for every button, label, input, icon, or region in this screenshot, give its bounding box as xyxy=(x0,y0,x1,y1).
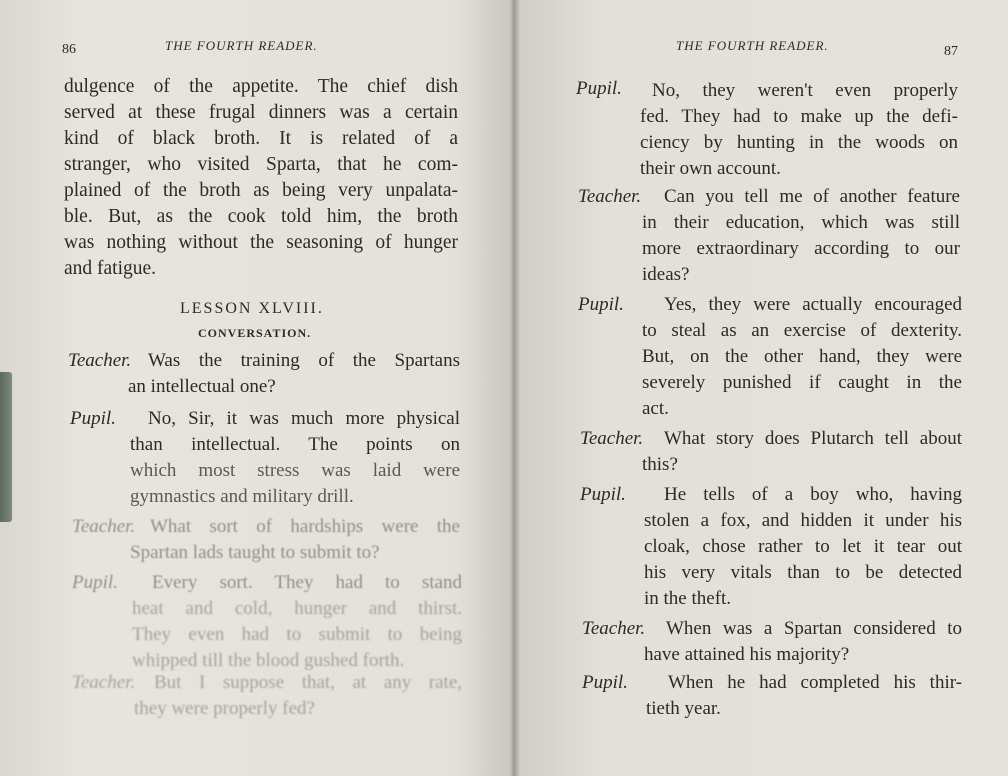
lesson-title: LESSON XLVIII. xyxy=(180,300,324,317)
paragraph-line: stranger, who visited Sparta, that he com- xyxy=(64,154,458,175)
dialogue-line: Can you tell me of another feature xyxy=(664,186,960,207)
dialogue-line: act. xyxy=(642,398,669,419)
dialogue-continuation xyxy=(642,452,962,478)
dialogue-line: Every sort. They had to stand xyxy=(152,572,462,593)
dialogue-continuation xyxy=(640,104,958,182)
speaker-label: Teacher. xyxy=(72,516,136,537)
dialogue-line: this? xyxy=(642,454,678,475)
dialogue-continuation xyxy=(130,540,460,566)
speaker-label: Teacher. xyxy=(582,618,646,639)
dialogue-text xyxy=(154,670,462,696)
dialogue-text xyxy=(666,616,962,642)
dialogue-line: No, Sir, it was much more physical xyxy=(148,408,460,429)
dialogue-text xyxy=(668,670,962,696)
dialogue-line: cloak, chose rather to let it tear out xyxy=(644,536,962,557)
dialogue-line: which most stress was laid were xyxy=(130,460,460,481)
speaker-label: Teacher. xyxy=(578,186,642,207)
dialogue-continuation xyxy=(644,508,962,612)
dialogue-continuation xyxy=(646,696,962,722)
dialogue-continuation xyxy=(128,374,460,400)
dialogue-line: They even had to submit to being xyxy=(132,624,462,645)
dialogue-line: than intellectual. The points on xyxy=(130,434,460,455)
dialogue-line: their own account. xyxy=(640,158,781,179)
dialogue-continuation xyxy=(642,318,962,422)
dialogue-text xyxy=(664,482,962,508)
dialogue-line: in the theft. xyxy=(644,588,732,609)
dialogue-line: No, they weren't even properly xyxy=(652,80,958,101)
dialogue-continuation xyxy=(130,432,460,510)
dialogue-continuation xyxy=(644,642,962,668)
dialogue-text xyxy=(148,348,460,374)
dialogue-line: whipped till the blood gushed forth. xyxy=(132,650,405,671)
speaker-label: Pupil. xyxy=(582,672,628,693)
dialogue-line: What sort of hardships were the xyxy=(150,516,460,537)
right-page-number: 87 xyxy=(944,44,958,59)
speaker-label: Pupil. xyxy=(578,294,624,315)
speaker-label: Teacher. xyxy=(580,428,644,449)
paragraph-line: dulgence of the appetite. The chief dish xyxy=(64,76,458,97)
dialogue-text xyxy=(664,426,962,452)
dialogue-line: an intellectual one? xyxy=(128,376,276,397)
speaker-label: Teacher. xyxy=(72,672,136,693)
right-running-header: THE FOURTH READER. xyxy=(676,38,829,53)
paragraph-line: and fatigue. xyxy=(64,258,157,279)
dialogue-line: they were properly fed? xyxy=(134,698,315,719)
left-page-number: 86 xyxy=(62,42,76,57)
speaker-label: Pupil. xyxy=(576,78,622,99)
paragraph-line: was nothing without the seasoning of hunger xyxy=(64,232,458,253)
dialogue-text xyxy=(152,570,462,596)
paragraph-line: kind of black broth. It is related of a xyxy=(64,128,458,149)
dialogue-text xyxy=(664,292,962,318)
dialogue-line: in their education, which was still xyxy=(642,212,960,233)
dialogue-continuation xyxy=(132,596,462,674)
dialogue-line: tieth year. xyxy=(646,698,721,719)
dialogue-line: severely punished if caught in the xyxy=(642,372,962,393)
dialogue-continuation xyxy=(134,696,462,722)
dialogue-line: Spartan lads taught to submit to? xyxy=(130,542,380,563)
dialogue-line: have attained his majority? xyxy=(644,644,850,665)
dialogue-continuation xyxy=(642,210,960,288)
dialogue-line: When he had completed his thir- xyxy=(668,672,962,693)
dialogue-line: But, on the other hand, they were xyxy=(642,346,962,367)
left-running-header: THE FOURTH READER. xyxy=(165,38,318,53)
speaker-label: Teacher. xyxy=(68,350,132,371)
paragraph-line: plained of the broth as being very unpalata- xyxy=(64,180,458,201)
dialogue-line: heat and cold, hunger and thirst. xyxy=(132,598,462,619)
dialogue-line: Yes, they were actually encouraged xyxy=(664,294,962,315)
paragraph-line: served at these frugal dinners was a certain xyxy=(64,102,458,123)
dialogue-line: Was the training of the Spartans xyxy=(148,350,460,371)
speaker-label: Pupil. xyxy=(580,484,626,505)
dialogue-text xyxy=(148,406,460,432)
right-page xyxy=(514,0,1008,776)
dialogue-line: more extraordinary according to our xyxy=(642,238,960,259)
left-paragraph xyxy=(64,74,458,282)
dialogue-line: But I suppose that, at any rate, xyxy=(154,672,462,693)
dialogue-text xyxy=(652,78,958,104)
dialogue-line: to steal as an exercise of dexterity. xyxy=(642,320,962,341)
dialogue-line: fed. They had to make up the defi- xyxy=(640,106,958,127)
dialogue-line: When was a Spartan considered to xyxy=(666,618,962,639)
dialogue-line: his very vitals than to be detected xyxy=(644,562,962,583)
dialogue-line: He tells of a boy who, having xyxy=(664,484,962,505)
dialogue-text xyxy=(150,514,460,540)
dialogue-line: gymnastics and military drill. xyxy=(130,486,354,507)
paragraph-line: ble. But, as the cook told him, the broth xyxy=(64,206,458,227)
dialogue-line: ideas? xyxy=(642,264,690,285)
dialogue-line: What story does Plutarch tell about xyxy=(664,428,962,449)
dialogue-text xyxy=(664,184,960,210)
dialogue-line: stolen a fox, and hidden it under his xyxy=(644,510,962,531)
dialogue-line: ciency by hunting in the woods on xyxy=(640,132,958,153)
speaker-label: Pupil. xyxy=(72,572,118,593)
lesson-subtitle: CONVERSATION. xyxy=(198,326,312,340)
speaker-label: Pupil. xyxy=(70,408,116,429)
